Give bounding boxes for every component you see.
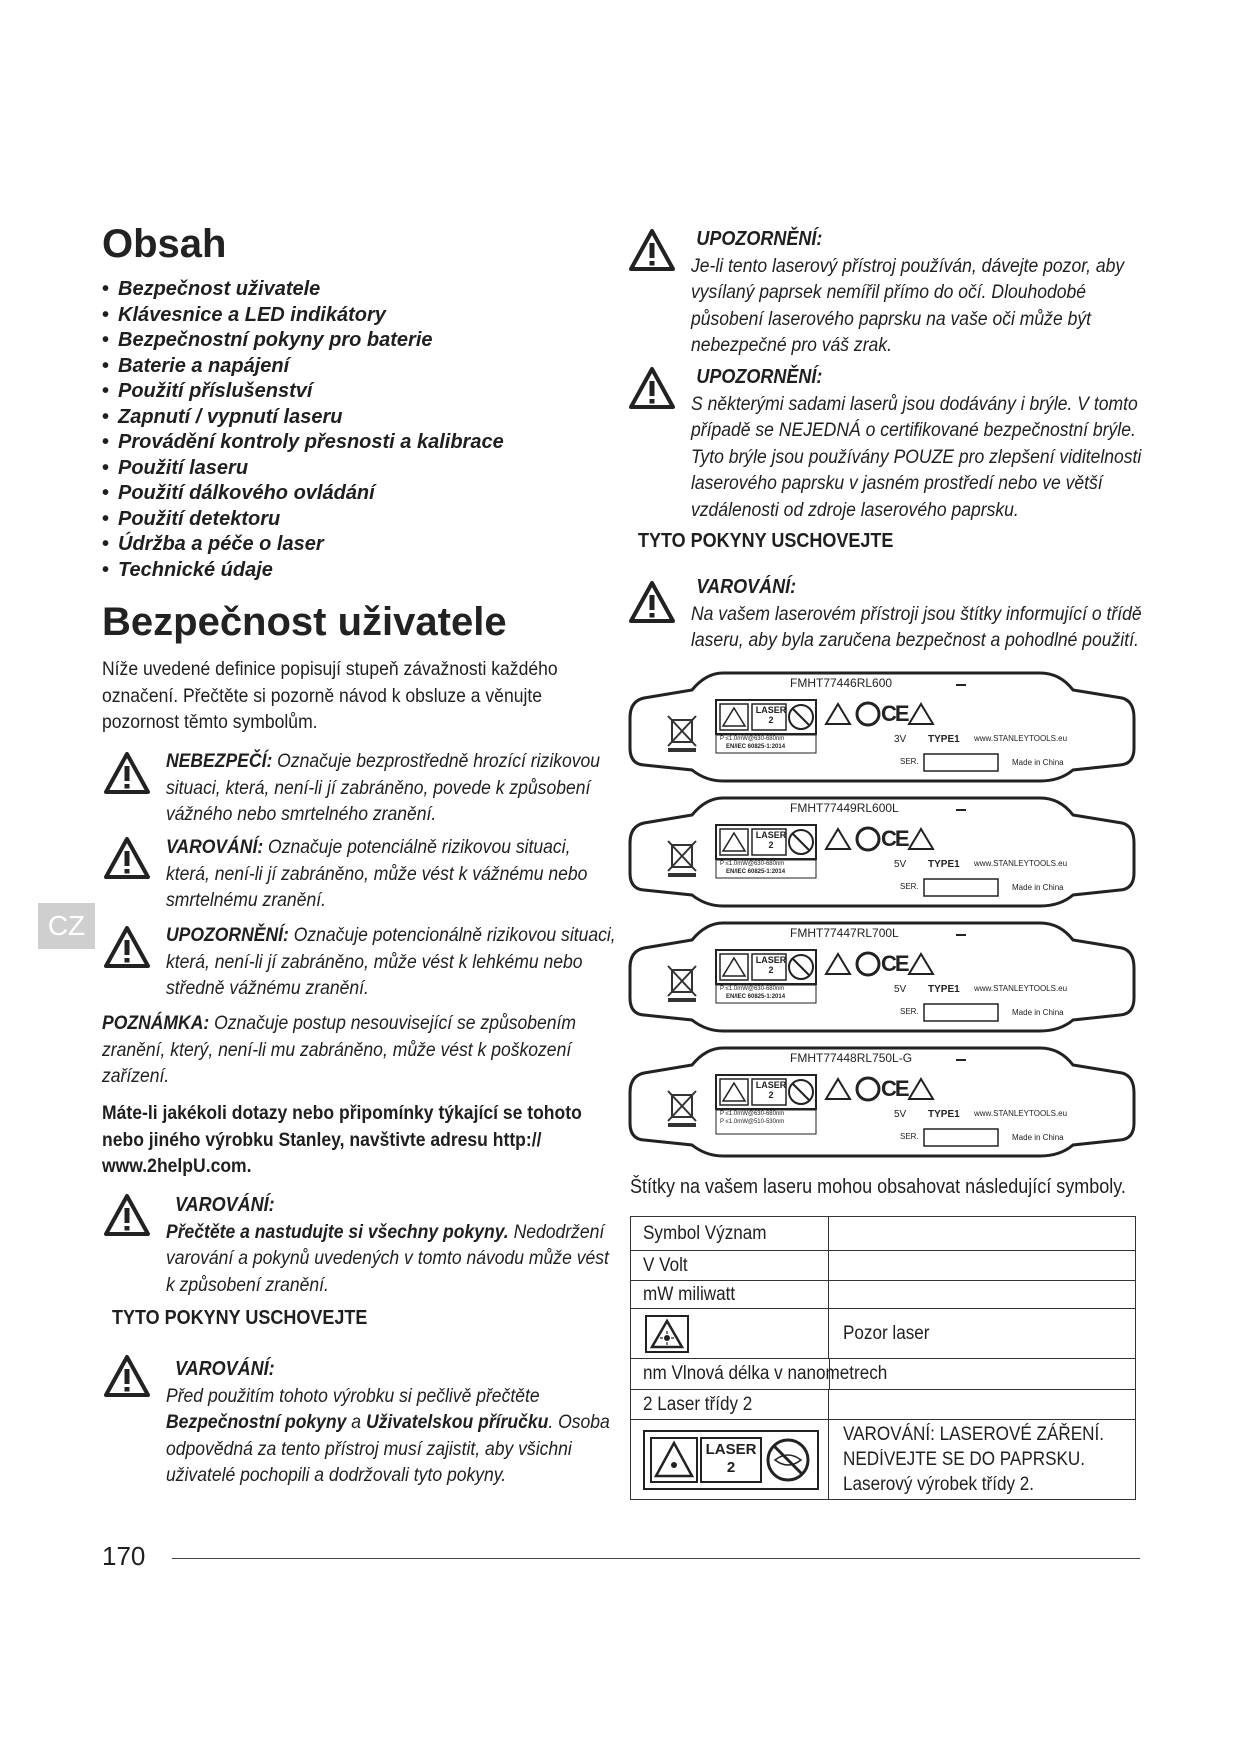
label-voltage: 5V: [894, 859, 907, 870]
warning-triangle-icon: [103, 1354, 151, 1398]
safety-intro: Níže uvedené definice popisují stupeň závažnosti každého označení. Přečtěte si pozorně návod k obsluze a věnujte pozornost těmto symbolům.: [102, 658, 558, 733]
table-cell: [631, 1420, 829, 1500]
label-model: FMHT77446RL600: [790, 676, 893, 690]
toc-list: [102, 278, 504, 584]
warning-triangle-icon: [103, 1193, 151, 1237]
product-label: [628, 918, 1136, 1033]
label-serial: SER.: [900, 1007, 919, 1016]
warning-read-manual: VAROVÁNÍ: Před použitím tohoto výrobku si pečlivě přečtěte Bezpečnostní pokyny a Uživatelskou příručku. Osoba odpovědná za tento přístroj musí zajistit, aby všichni uživatelé pochopili a dodržovali tyto pokyny.: [166, 1358, 610, 1486]
label-spec: P ≤1.0mW@510-530nm: [720, 1119, 785, 1125]
caution-eye-exposure: UPOZORNĚNÍ: Je-li tento laserový přístroj používán, dávejte pozor, aby vysílaný paprsek nemířil přímo do očí. Dlouhodobé působení laserového paprsku na vaše oči může být nebezpečné pro váš zrak.: [691, 228, 1125, 356]
product-label: [628, 1043, 1136, 1158]
table-cell: nm Vlnová délka v nanometrech: [631, 1359, 1136, 1390]
laser-class-2-icon: [643, 1430, 819, 1490]
product-label: [628, 793, 1136, 908]
ce-mark: CE: [881, 1076, 908, 1101]
toc-item: • Technické údaje: [102, 558, 273, 581]
contact-info: Máte-li jakékoli dotazy nebo připomínky týkající se tohoto nebo jiného výrobku Stanley, navštivte adresu http:// www.2helpU.com.: [102, 1102, 582, 1177]
label-type: TYPE1: [928, 984, 960, 995]
save-instructions-heading: TYTO POKYNY USCHOVEJTE: [112, 1307, 368, 1329]
label-spec: EN/IEC 60825-1:2014: [726, 994, 786, 1000]
laser-class-badge: LASER 2: [755, 830, 787, 850]
toc-item: • Použití příslušenství: [102, 380, 313, 402]
label-spec: P ≤1.0mW@630-680nm: [720, 1111, 785, 1117]
toc-item: • Údržba a péče o laser: [102, 533, 324, 555]
label-spec: EN/IEC 60825-1:2014: [726, 744, 786, 750]
label-serial: SER.: [900, 882, 919, 891]
label-voltage: 5V: [894, 1109, 907, 1120]
label-type: TYPE1: [928, 859, 960, 870]
label-serial: SER.: [900, 757, 919, 766]
laser-class-badge: LASER 2: [755, 705, 787, 725]
label-type: TYPE1: [928, 734, 960, 745]
label-origin: Made in China: [1012, 758, 1064, 767]
label-website: www.STANLEYTOOLS.eu: [974, 734, 1068, 743]
label-spec: P ≤1.0mW@630-680nm: [720, 861, 785, 867]
table-cell: 2 Laser třídy 2: [631, 1390, 829, 1420]
warning-definition: VAROVÁNÍ: Označuje potenciálně rizikovou situaci, která, není-li jí zabráněno, může vést k vážnému nebo smrtelnému zranění.: [166, 836, 588, 911]
toc-item: • Použití detektoru: [102, 507, 281, 530]
label-origin: Made in China: [1012, 1008, 1064, 1017]
label-type: TYPE1: [928, 1109, 960, 1120]
label-origin: Made in China: [1012, 883, 1064, 892]
label-model: FMHT77448RL750L-G: [790, 1051, 913, 1065]
caution-definition: UPOZORNĚNÍ: Označuje potencionálně rizikovou situaci, která, není-li jí zabráněno, může vést k lehkému nebo středně vážnému zranění.: [166, 924, 616, 999]
caution-glasses: UPOZORNĚNÍ: S některými sadami laserů jsou dodávány i brýle. V tomto případě se NEJEDNÁ o certifikované bezpečnostní brýle. Tyto brýle jsou používány POUZE pro zlepšení viditelnosti laserového paprsku v jasném prostředí nebo ve větší vzdálenosti od zdroje laserového paprsku.: [691, 366, 1142, 521]
laser-class-badge: LASER 2: [755, 955, 787, 975]
table-header: Symbol Význam: [631, 1217, 829, 1251]
warning-triangle-icon: [628, 228, 676, 272]
ce-mark: CE: [881, 701, 908, 726]
toc-item: • Zapnutí / vypnutí laseru: [102, 405, 343, 428]
laser-class-label: LASER 2: [705, 1440, 757, 1476]
footer-rule: [172, 1558, 1140, 1559]
label-origin: Made in China: [1012, 1133, 1064, 1142]
table-cell: [631, 1309, 829, 1359]
toc-item: • Klávesnice a LED indikátory: [102, 303, 386, 326]
label-model: FMHT77449RL600L: [790, 801, 899, 815]
ce-mark: CE: [881, 826, 908, 851]
warning-labels: VAROVÁNÍ: Na vašem laserovém přístroji jsou štítky informující o třídě laseru, aby byla zaručena bezpečnost a pohodlné použití.: [691, 576, 1142, 651]
table-cell: Pozor laser: [829, 1309, 1136, 1359]
warning-triangle-icon: [628, 580, 676, 624]
warning-read-instructions: VAROVÁNÍ: Přečtěte a nastudujte si všechny pokyny. Nedodržení varování a pokynů uvedených v tomto návodu může vést k způsobení zranění.: [166, 1194, 609, 1296]
toc-item: • Bezpečnost uživatele: [102, 278, 321, 300]
label-serial: SER.: [900, 1132, 919, 1141]
label-spec: EN/IEC 60825-1:2014: [726, 869, 786, 875]
label-voltage: 3V: [894, 734, 907, 745]
label-website: www.STANLEYTOOLS.eu: [974, 984, 1068, 993]
label-spec: P ≤1.0mW@630-680nm: [720, 736, 785, 742]
label-website: www.STANLEYTOOLS.eu: [974, 859, 1068, 868]
section-title: Bezpečnost uživatele: [102, 600, 507, 644]
warning-triangle-icon: [103, 751, 151, 795]
language-tab: CZ: [38, 903, 95, 949]
table-cell: VAROVÁNÍ: LASEROVÉ ZÁŘENÍ. NEDÍVEJTE SE DO PAPRSKU. Laserový výrobek třídy 2.: [829, 1420, 1136, 1500]
labels-note: Štítky na vašem laseru mohou obsahovat následující symboly.: [630, 1176, 1126, 1198]
warning-triangle-icon: [103, 836, 151, 880]
table-cell: mW miliwatt: [631, 1281, 829, 1309]
toc-item: • Bezpečnostní pokyny pro baterie: [102, 329, 433, 351]
toc-item: • Provádění kontroly přesnosti a kalibrace: [102, 431, 504, 453]
label-spec: P ≤1.0mW@630-680nm: [720, 986, 785, 992]
table-cell: V Volt: [631, 1251, 829, 1281]
product-label: [628, 668, 1136, 783]
warning-triangle-icon: [103, 925, 151, 969]
page-number: 170: [102, 1541, 146, 1571]
symbol-table: [630, 1216, 1136, 1500]
laser-warning-icon: [645, 1315, 689, 1353]
ce-mark: CE: [881, 951, 908, 976]
danger-definition: NEBEZPEČÍ: Označuje bezprostředně hrozící rizikovou situaci, která, není-li jí zabráněno, povede k způsobení vážného nebo smrtelného zranění.: [166, 750, 601, 825]
toc-item: • Baterie a napájení: [102, 354, 290, 377]
toc-item: • Použití dálkového ovládání: [102, 482, 375, 504]
save-instructions-heading: TYTO POKYNY USCHOVEJTE: [638, 530, 894, 552]
label-website: www.STANLEYTOOLS.eu: [974, 1109, 1068, 1118]
toc-item: • Použití laseru: [102, 456, 249, 479]
toc-title: Obsah: [102, 222, 227, 266]
label-model: FMHT77447RL700L: [790, 926, 899, 940]
label-voltage: 5V: [894, 984, 907, 995]
warning-triangle-icon: [628, 366, 676, 410]
note-definition: POZNÁMKA: Označuje postup nesouvisející se způsobením zranění, který, není-li mu zabráněno, může vést k poškození zařízení.: [102, 1012, 577, 1087]
laser-class-badge: LASER 2: [755, 1080, 787, 1100]
